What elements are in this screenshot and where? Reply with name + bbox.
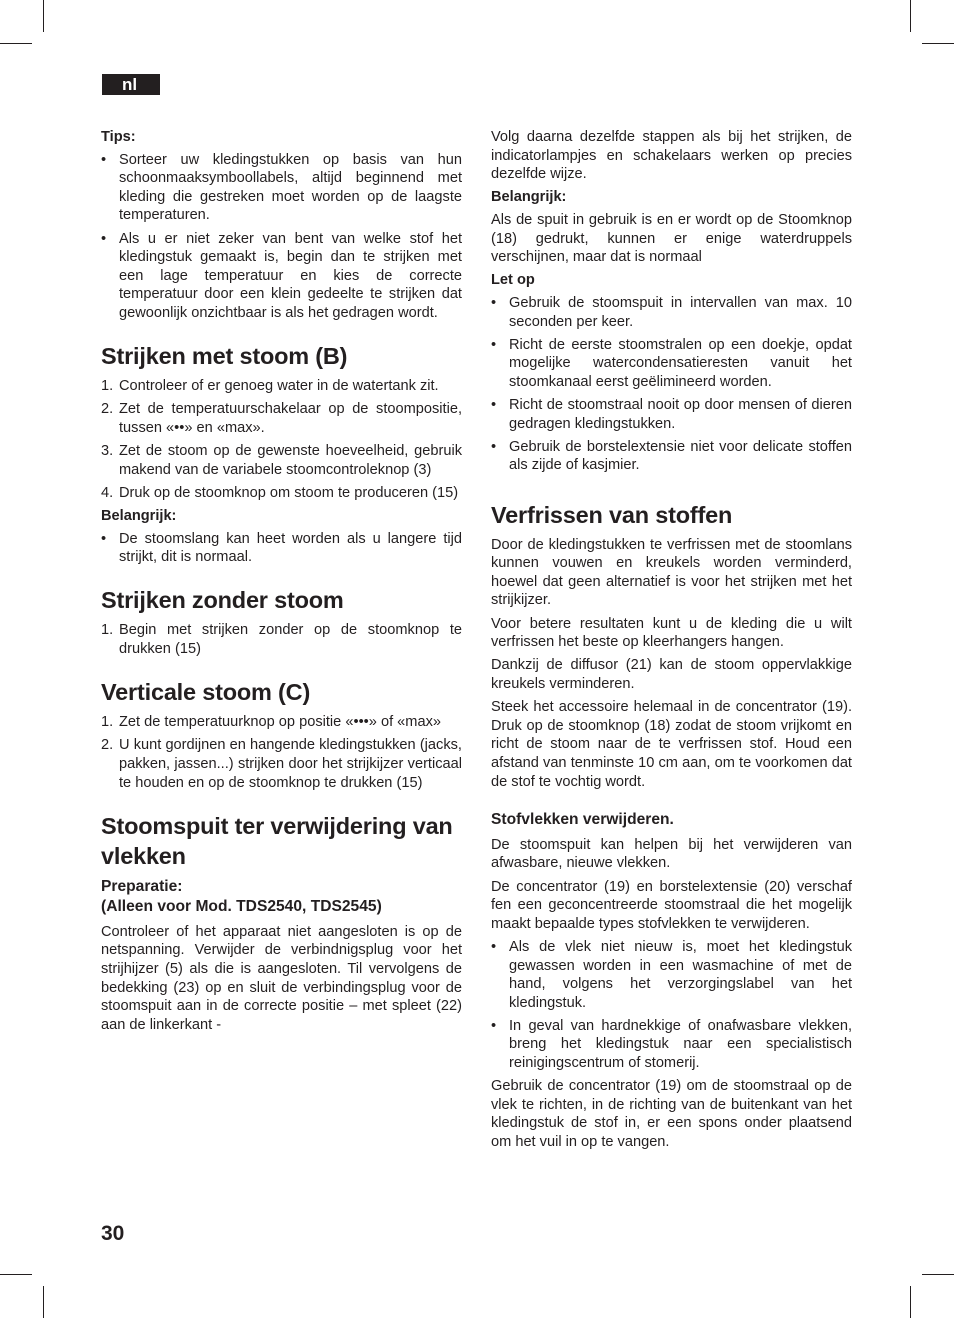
list-item: 2. Zet de temperatuurschakelaar op de stoompositie, tussen «••» en «max». (101, 401, 462, 436)
paragraph: De stoomspuit kan helpen bij het verwijderen van afwasbare, nieuwe vlekken. (491, 836, 852, 872)
steam-steps (101, 377, 462, 502)
list-item: 1. Zet de temperatuurknop op positie «•••» of «max» (101, 714, 441, 731)
crop-mark (0, 43, 32, 44)
paragraph: Steek het accessoire helemaal in de concentrator (19). Druk op de stoomknop (18) zodat de stoom vrijkomt en richt de stoom naar de te verfrissen stof. Houd een afstand van tenminste 10 cm aan, om te voorkomen dat de stof te vochtig wordt. (491, 699, 852, 790)
list-item: • Richt de eerste stoomstralen op een doekje, opdat mogelijke watercondensatieresten vanuit het stoomkanaal eerst geëlimineerd worden. (491, 336, 852, 390)
paragraph: Dankzij de diffusor (21) kan de stoom oppervlakkige kreukels verminderen. (491, 657, 852, 692)
language-tab: nl (102, 74, 160, 95)
intro-text: Volg daarna dezelfde stappen als bij het strijken, de indicatorlampjes en schakelaars werken op precies dezelfde wijze. (491, 129, 852, 183)
tips-heading: Tips: (101, 129, 136, 145)
important-list (101, 530, 462, 567)
section-title-vertical: Verticale stoom (C) (101, 679, 311, 706)
list-item: • In geval van hardnekkige of onafwasbare vlekken, breng het kledingstuk naar een specialistisch reinigingscentrum of stomerij. (491, 1017, 852, 1072)
list-item: • Gebruik de stoomspuit in intervallen van max. 10 seconden per keer. (491, 294, 852, 330)
letop-label: Let op (491, 272, 535, 289)
section-title-nosteam: Strijken zonder stoom (101, 587, 344, 614)
list-item: 1. Begin met strijken zonder op de stoomknop te drukken (15) (101, 622, 462, 658)
section-title-steam: Strijken met stoom (B) (101, 343, 348, 370)
list-item: 3. Zet de stoom op de gewenste hoeveelheid, gebruik makend van de variabele stoomcontroleknop (3) (101, 443, 462, 478)
list-item: • Gebruik de borstelextensie niet voor delicate stoffen als zijde of kasjmier. (491, 438, 852, 474)
nosteam-steps (101, 621, 462, 658)
right-column (491, 128, 852, 1156)
tips-list (101, 151, 462, 323)
list-item: 1. Controleer of er genoeg water in de watertank zit. (101, 378, 439, 395)
paragraph: Door de kledingstukken te verfrissen met de stoomlans kunnen vouwen en kreukels worden verminderd, hoewel dat geen alternatief is voor het strijken met het strijkijzer. (491, 536, 852, 609)
paragraph: Gebruik de concentrator (19) om de stoomstraal op de vlek te richten, in de richting van de buitenkant van het kledingstuk de stof in, er een spons onder plaatsend om het vuil in op te vangen. (491, 1078, 852, 1151)
stains-heading: Stofvlekken verwijderen. (491, 810, 674, 828)
list-item: • Als de vlek niet nieuw is, moet het kledingstuk gewassen worden in een wasmachine of met de hand, volgens het verzorgingslabel van het kledingstuk. (491, 938, 852, 1011)
preparation-text: Controleer of het apparaat niet aangesloten is op de netspanning. Verwijder de verbindnigsplug voor het strijhijzer (5) als die is aangesloten. Til vervolgens de bedekking (23) op en sluit de verbindingsplug voor de stoomspuit aan in de correcte positie – met spleet (22) aan de linkerkant - (101, 923, 462, 1033)
tip-text: Sorteer uw kledingstukken op basis van hun schoonmaaksymboollabels, altijd beginnend met kleding die gestreken moet worden op de laagste temperaturen. (119, 151, 462, 224)
section-title-spray: Stoomspuit ter verwijdering van vlekken (101, 812, 453, 869)
crop-mark (43, 0, 44, 32)
list-item: 2. U kunt gordijnen en hangende kledingstukken (jacks, pakken, jassen...) strijken door het strijkijzer verticaal te houden en op de stoomknop te drukken (15) (101, 737, 462, 791)
preparation-heading: Preparatie: (Alleen voor Mod. TDS2540, TDS2545) (101, 877, 382, 915)
vertical-steps (101, 713, 462, 792)
tip-text: Als u er niet zeker van bent van welke stof het kledingstuk gemaakt is, begin dan te strijken met een lage temperatuur en kies de correcte temperatuur door een klein gedeelte te strijken dat gewoonlijk onzichtbaar is als het gedragen wordt. (119, 230, 462, 321)
list-item: 4. Druk op de stoomknop om stoom te produceren (15) (101, 484, 459, 501)
list-item: • Sorteer uw kledingstukken op basis van hun schoonmaaksymboollabels, altijd beginnend met kleding die gestreken moet worden op de laagste temperaturen. (101, 151, 462, 224)
crop-mark (0, 1274, 32, 1275)
crop-mark (922, 43, 954, 44)
important-text: Als de spuit in gebruik is en er wordt op de Stoomknop (18) gedrukt, kunnen er enige waterdruppels verschijnen, maar dat is normaal (491, 211, 852, 266)
list-item: • Als u er niet zeker van bent van welke stof het kledingstuk gemaakt is, begin dan te strijken met een lage temperatuur en kies de correcte temperatuur door een klein gedeelte te strijken dat gewoonlijk onzichtbaar is als het gedragen wordt. (101, 230, 462, 321)
section-title-refresh: Verfrissen van stoffen (491, 501, 733, 528)
stains-list (491, 938, 852, 1073)
page-number: 30 (101, 1222, 125, 1245)
list-item: • De stoomslang kan heet worden als u langere tijd strijkt, dit is normaal. (101, 530, 462, 566)
crop-mark (922, 1274, 954, 1275)
list-item: • Richt de stoomstraal nooit op door mensen of dieren gedragen kledingstukken. (491, 397, 852, 432)
left-column (101, 128, 462, 1039)
important-label: Belangrijk: (491, 189, 567, 206)
crop-mark (910, 1286, 911, 1318)
crop-mark (43, 1286, 44, 1318)
important-label: Belangrijk: (101, 508, 177, 525)
letop-list (491, 294, 852, 475)
paragraph: De concentrator (19) en borstelextensie (20) verschaf fen een geconcentreerde stoomstraal die het mogelijk maakt bepaalde types stofvlekken te verwijderen. (491, 878, 852, 932)
crop-mark (910, 0, 911, 32)
paragraph: Voor betere resultaten kunt u de kleding die u wilt verfrissen het beste op kleerhangers hangen. (491, 615, 852, 651)
